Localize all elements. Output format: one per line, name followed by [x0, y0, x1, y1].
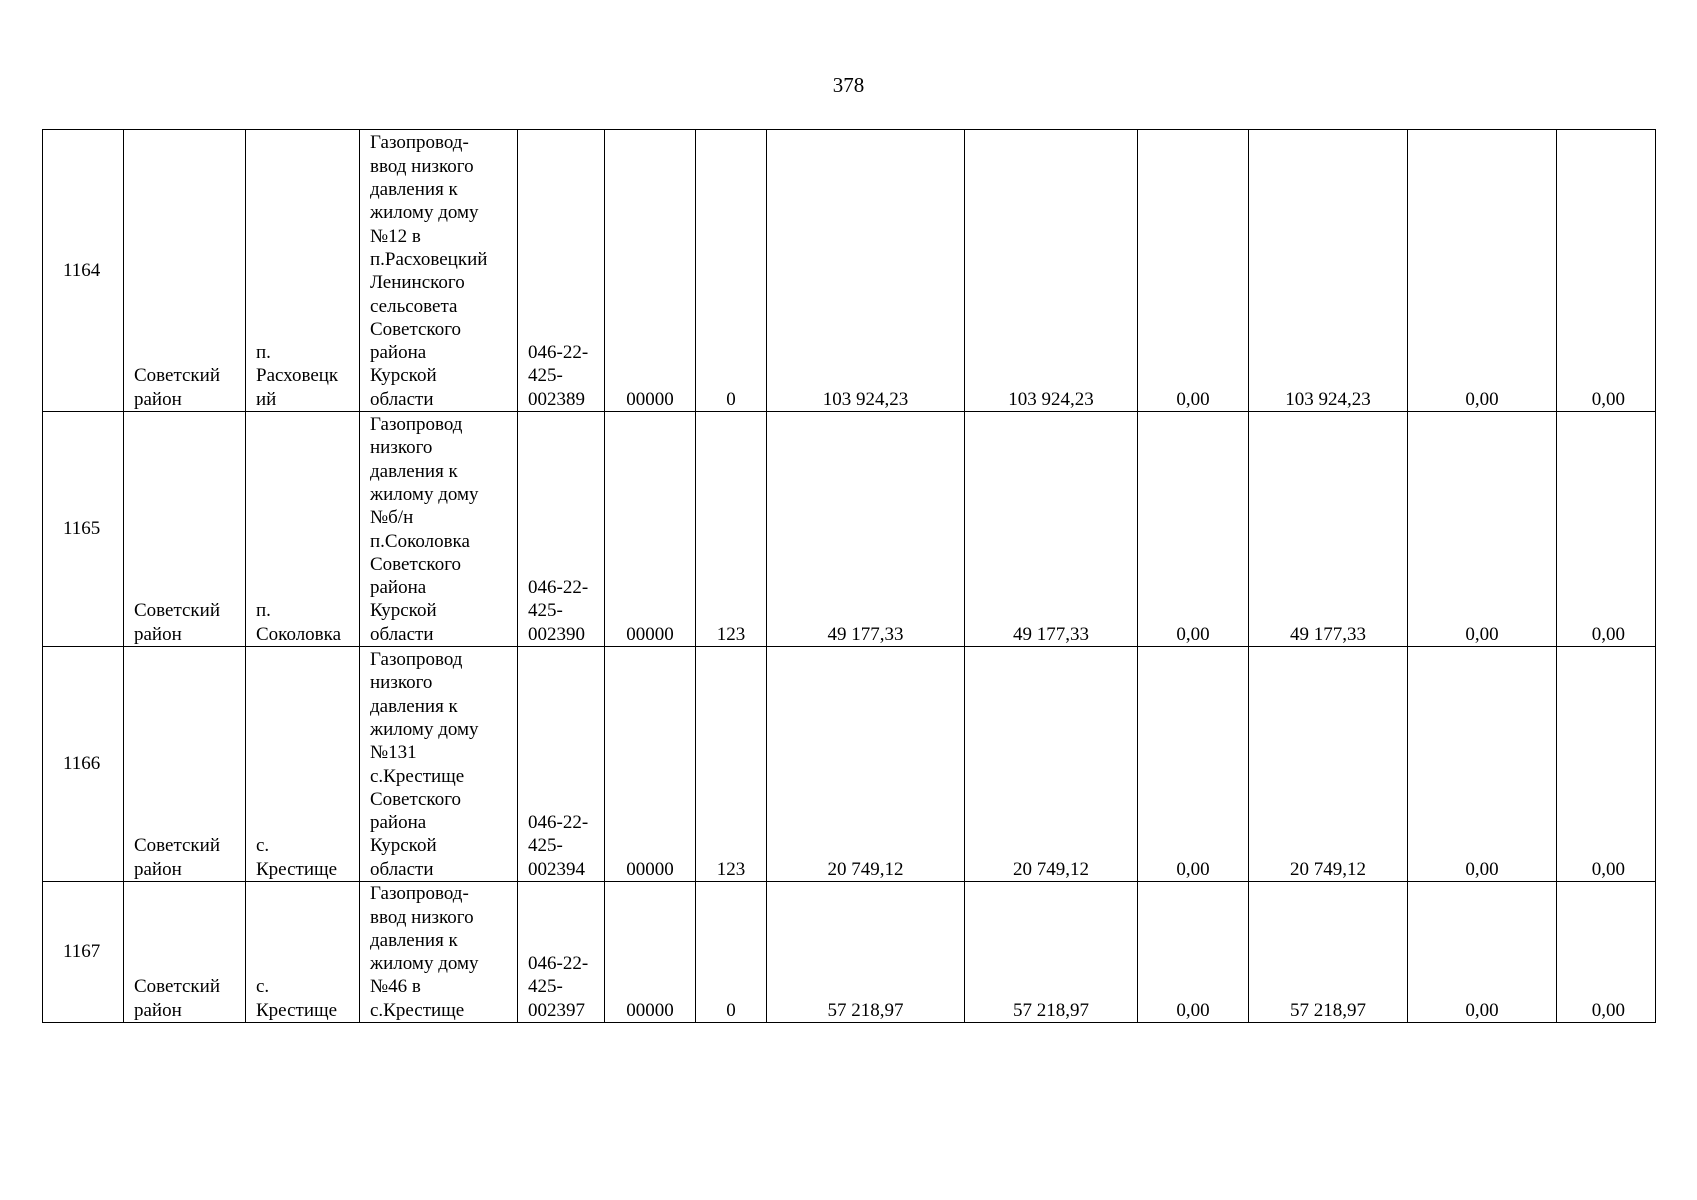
district-cell: Советский район — [124, 882, 246, 1023]
amount-cell: 0,00 — [1408, 412, 1557, 647]
object-name-cell: Газопровод низкого давления к жилому дому №б/н п.Соколовка Советского района Курской области — [360, 412, 518, 647]
amount-cell: 0,00 — [1138, 130, 1249, 412]
amount-cell: 103 924,23 — [965, 130, 1138, 412]
row-number: 1166 — [43, 647, 124, 882]
amount-cell: 0,00 — [1408, 130, 1557, 412]
amount-cell: 20 749,12 — [1249, 647, 1408, 882]
amount-cell: 49 177,33 — [1249, 412, 1408, 647]
amount-cell: 0,00 — [1408, 882, 1557, 1023]
amount-cell: 49 177,33 — [767, 412, 965, 647]
row-number: 1165 — [43, 412, 124, 647]
col6-cell: 00000 — [605, 130, 696, 412]
settlement-cell: п. Соколовка — [246, 412, 360, 647]
row-number: 1167 — [43, 882, 124, 1023]
amount-cell: 0,00 — [1557, 130, 1656, 412]
col6-cell: 00000 — [605, 412, 696, 647]
amount-cell: 0,00 — [1557, 412, 1656, 647]
col7-cell: 0 — [696, 882, 767, 1023]
amount-cell: 57 218,97 — [767, 882, 965, 1023]
col6-cell: 00000 — [605, 647, 696, 882]
amount-cell: 0,00 — [1557, 647, 1656, 882]
table-row — [43, 130, 1656, 412]
amount-cell: 57 218,97 — [1249, 882, 1408, 1023]
settlement-cell: с. Крестище — [246, 647, 360, 882]
col7-cell: 123 — [696, 647, 767, 882]
col7-cell: 123 — [696, 412, 767, 647]
district-cell: Советский район — [124, 130, 246, 412]
amount-cell: 57 218,97 — [965, 882, 1138, 1023]
amount-cell: 0,00 — [1138, 412, 1249, 647]
settlement-cell: с. Крестище — [246, 882, 360, 1023]
amount-cell: 49 177,33 — [965, 412, 1138, 647]
district-cell: Советский район — [124, 412, 246, 647]
amount-cell: 20 749,12 — [965, 647, 1138, 882]
district-cell: Советский район — [124, 647, 246, 882]
object-code-cell: 046-22- 425- 002394 — [518, 647, 605, 882]
amount-cell: 0,00 — [1408, 647, 1557, 882]
settlement-cell: п. Расховецк ий — [246, 130, 360, 412]
amount-cell: 103 924,23 — [767, 130, 965, 412]
amount-cell: 0,00 — [1138, 882, 1249, 1023]
amount-cell: 0,00 — [1138, 647, 1249, 882]
row-number: 1164 — [43, 130, 124, 412]
amount-cell: 20 749,12 — [767, 647, 965, 882]
object-name-cell: Газопровод- ввод низкого давления к жилому дому №12 в п.Расховецкий Ленинского сельсовета Советского района Курской области — [360, 130, 518, 412]
table-row — [43, 882, 1656, 1023]
object-code-cell: 046-22- 425- 002390 — [518, 412, 605, 647]
page-number: 378 — [832, 73, 865, 97]
object-name-cell: Газопровод- ввод низкого давления к жилому дому №46 в с.Крестище — [360, 882, 518, 1023]
col7-cell: 0 — [696, 130, 767, 412]
object-code-cell: 046-22- 425- 002397 — [518, 882, 605, 1023]
col6-cell: 00000 — [605, 882, 696, 1023]
object-name-cell: Газопровод низкого давления к жилому дому №131 с.Крестище Советского района Курской области — [360, 647, 518, 882]
amount-cell: 103 924,23 — [1249, 130, 1408, 412]
registry-table — [42, 129, 1656, 1023]
amount-cell: 0,00 — [1557, 882, 1656, 1023]
table-row — [43, 412, 1656, 647]
table-row — [43, 647, 1656, 882]
object-code-cell: 046-22- 425- 002389 — [518, 130, 605, 412]
